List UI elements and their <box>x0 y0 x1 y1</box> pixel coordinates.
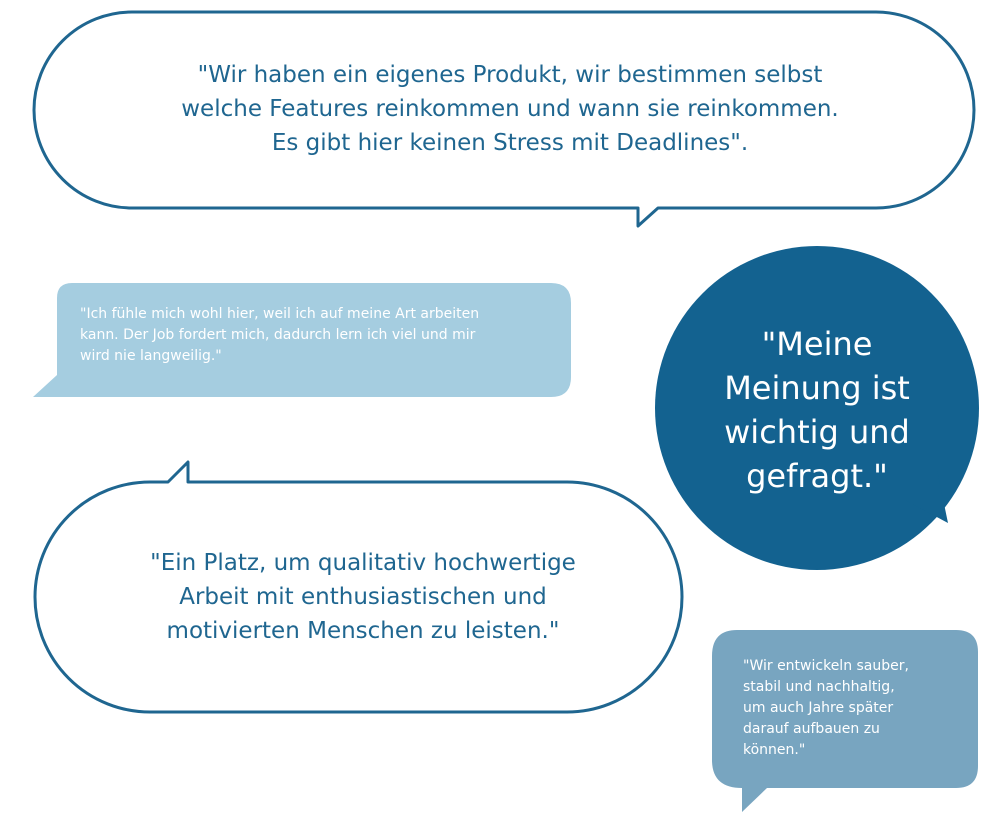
top-quote-line-3: Es gibt hier keinen Stress mit Deadlines". <box>271 130 749 156</box>
circle-quote-line-4: gefragt." <box>746 457 888 495</box>
circle-quote-line-1: "Meine <box>761 325 873 363</box>
middle-quote-line-2: Arbeit mit enthusiastischen und <box>179 584 547 610</box>
middle-quote <box>60 546 666 648</box>
bottom-quote-line-4: darauf aufbauen zu <box>743 721 880 737</box>
circle-quote-line-3: wichtig und <box>724 413 910 451</box>
middle-quote-line-1: "Ein Platz, um qualitativ hochwertige <box>150 550 576 576</box>
bottom-quote-line-1: "Wir entwickeln sauber, <box>743 658 909 674</box>
bottom-quote-line-3: um auch Jahre später <box>743 700 894 716</box>
top-quote-line-2: welche Features reinkommen und wann sie reinkommen. <box>181 96 839 122</box>
light-quote-line-3: wird nie langweilig." <box>80 348 222 364</box>
circle-quote <box>680 322 954 498</box>
circle-quote-line-2: Meinung ist <box>724 369 910 407</box>
light-bubble-quote <box>80 304 558 367</box>
top-quote-line-1: "Wir haben ein eigenes Produkt, wir bestimmen selbst <box>197 62 823 88</box>
middle-quote-line-3: motivierten Menschen zu leisten." <box>166 618 560 644</box>
bottom-quote-line-2: stabil und nachhaltig, <box>743 679 895 695</box>
bottom-quote-line-5: können." <box>743 742 806 758</box>
light-quote-line-1: "Ich fühle mich wohl hier, weil ich auf meine Art arbeiten <box>80 306 480 322</box>
bottom-right-quote <box>743 656 973 761</box>
light-quote-line-2: kann. Der Job fordert mich, dadurch lern ich viel und mir <box>80 327 476 343</box>
top-quote <box>80 58 940 160</box>
